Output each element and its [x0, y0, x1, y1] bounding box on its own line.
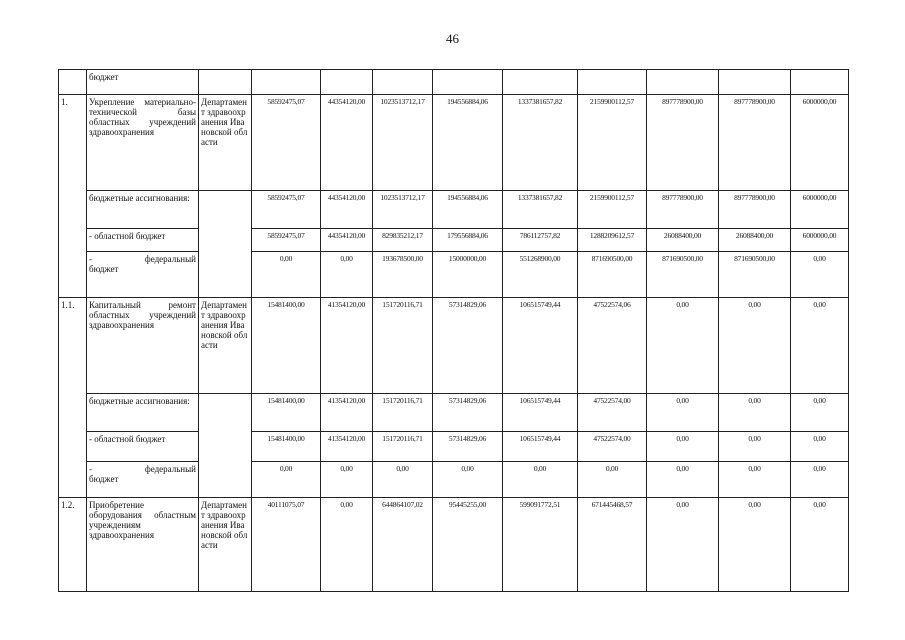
executor [199, 70, 252, 95]
value-cell: 0,00 [647, 298, 719, 394]
value-cell: 0,00 [252, 462, 321, 498]
value-cell: 193678500,00 [373, 252, 433, 298]
executor-empty [199, 191, 252, 298]
value-cell: 26088400,00 [719, 229, 791, 252]
value-cell: 2159900112,57 [578, 95, 647, 191]
row-number: 1.2. [59, 498, 87, 592]
value-cell: 644864107,02 [373, 498, 433, 592]
value-cell: 0,00 [719, 394, 791, 432]
row-number: 1. [59, 95, 87, 298]
value-cell: 15481400,00 [252, 298, 321, 394]
federal-dash: - [89, 254, 92, 264]
value-cell: 871690500,00 [719, 252, 791, 298]
value-cell: 0,00 [647, 498, 719, 592]
row-number: 1.1. [59, 298, 87, 498]
value-cell: 0,00 [321, 462, 373, 498]
value-cell: 897778900,00 [647, 95, 719, 191]
item-name [87, 252, 199, 298]
value-cell [647, 70, 719, 95]
value-cell: 0,00 [719, 298, 791, 394]
value-cell [578, 70, 647, 95]
value-cell: 40111075,07 [252, 498, 321, 592]
value-cell: 0,00 [719, 432, 791, 462]
federal-word: федеральный [144, 254, 196, 264]
budget-table [58, 69, 849, 592]
value-cell: 0,00 [719, 462, 791, 498]
value-cell: 151720116,71 [373, 298, 433, 394]
value-cell: 151720116,71 [373, 432, 433, 462]
value-cell: 41354120,00 [321, 394, 373, 432]
value-cell: 41354120,00 [321, 432, 373, 462]
value-cell: 871690500,00 [647, 252, 719, 298]
item-name: Укрепление материально-технической базы областных учреждений здравоохранения [87, 95, 199, 191]
value-cell: 0,00 [791, 298, 849, 394]
value-cell: 15481400,00 [252, 432, 321, 462]
row-number [59, 70, 87, 95]
value-cell: 106515749,44 [503, 298, 578, 394]
value-cell: 179556884,06 [433, 229, 503, 252]
table-row [59, 229, 849, 252]
value-cell: 897778900,00 [719, 95, 791, 191]
item-name [87, 462, 199, 498]
item-name: Приобретение оборудования областным учреждениям здравоохранения [87, 498, 199, 592]
value-cell: 44354120,00 [321, 95, 373, 191]
value-cell: 57314829,06 [433, 432, 503, 462]
value-cell: 1023513712,17 [373, 95, 433, 191]
value-cell: 551268900,00 [503, 252, 578, 298]
table-row [59, 498, 849, 592]
value-cell: 0,00 [791, 498, 849, 592]
item-name: бюджетные ассигнования: [87, 394, 199, 432]
federal-tail: бюджет [89, 474, 119, 484]
value-cell: 41354120,00 [321, 298, 373, 394]
value-cell: 6000000,00 [791, 229, 849, 252]
value-cell: 47522574,00 [578, 394, 647, 432]
value-cell: 671445468,57 [578, 498, 647, 592]
table-row [59, 462, 849, 498]
value-cell: 106515749,44 [503, 432, 578, 462]
item-name: бюджет [87, 70, 199, 95]
executor: Департамент здравоохранения Ивановской области [199, 95, 252, 191]
executor: Департамент здравоохранения Ивановской области [199, 298, 252, 394]
value-cell: 194556884,06 [433, 191, 503, 229]
value-cell: 0,00 [719, 498, 791, 592]
value-cell [321, 70, 373, 95]
value-cell: 58592475,07 [252, 191, 321, 229]
value-cell: 44354120,00 [321, 191, 373, 229]
value-cell: 0,00 [578, 462, 647, 498]
value-cell: 0,00 [791, 432, 849, 462]
value-cell: 15481400,00 [252, 394, 321, 432]
table-row [59, 252, 849, 298]
table-row [59, 394, 849, 432]
value-cell [252, 70, 321, 95]
value-cell: 44354120,00 [321, 229, 373, 252]
value-cell: 106515749,44 [503, 394, 578, 432]
value-cell: 1337381657,82 [503, 95, 578, 191]
value-cell: 0,00 [791, 462, 849, 498]
item-name: Капитальный ремонт областных учреждений здравоохранения [87, 298, 199, 394]
value-cell: 897778900,00 [647, 191, 719, 229]
table-row [59, 95, 849, 191]
value-cell: 57314829,06 [433, 394, 503, 432]
item-name: - областной бюджет [87, 229, 199, 252]
value-cell: 1023513712,17 [373, 191, 433, 229]
value-cell: 151720116,71 [373, 394, 433, 432]
value-cell: 0,00 [791, 252, 849, 298]
value-cell: 95445255,00 [433, 498, 503, 592]
value-cell [503, 70, 578, 95]
value-cell: 1337381657,82 [503, 191, 578, 229]
value-cell: 58592475,07 [252, 95, 321, 191]
value-cell: 0,00 [647, 462, 719, 498]
federal-tail: бюджет [89, 264, 119, 274]
value-cell: 15000000,00 [433, 252, 503, 298]
value-cell: 599091772,51 [503, 498, 578, 592]
table-row [59, 432, 849, 462]
item-name: бюджетные ассигнования: [87, 191, 199, 229]
table-row [59, 298, 849, 394]
item-name: - областной бюджет [87, 432, 199, 462]
value-cell: 47522574,06 [578, 298, 647, 394]
page-number: 46 [446, 31, 459, 46]
value-cell: 2159900112,57 [578, 191, 647, 229]
value-cell: 0,00 [647, 394, 719, 432]
value-cell: 6000000,00 [791, 95, 849, 191]
value-cell: 0,00 [503, 462, 578, 498]
table-row [59, 70, 849, 95]
value-cell [373, 70, 433, 95]
value-cell: 47522574,00 [578, 432, 647, 462]
value-cell: 0,00 [252, 252, 321, 298]
executor-empty [199, 394, 252, 498]
table-row [59, 191, 849, 229]
value-cell: 26088400,00 [647, 229, 719, 252]
value-cell [791, 70, 849, 95]
value-cell: 0,00 [647, 432, 719, 462]
value-cell: 0,00 [321, 252, 373, 298]
value-cell [433, 70, 503, 95]
value-cell: 0,00 [373, 462, 433, 498]
value-cell: 0,00 [433, 462, 503, 498]
value-cell [719, 70, 791, 95]
value-cell: 829835212,17 [373, 229, 433, 252]
value-cell: 871690500,00 [578, 252, 647, 298]
value-cell: 6000000,00 [791, 191, 849, 229]
value-cell: 0,00 [791, 394, 849, 432]
federal-word: федеральный [144, 464, 196, 474]
value-cell: 897778900,00 [719, 191, 791, 229]
value-cell: 194556884,06 [433, 95, 503, 191]
value-cell: 786112757,82 [503, 229, 578, 252]
value-cell: 57314829,06 [433, 298, 503, 394]
executor: Департамент здравоохранения Ивановской области [199, 498, 252, 592]
federal-dash: - [89, 464, 92, 474]
value-cell: 58592475,07 [252, 229, 321, 252]
value-cell: 0,00 [321, 498, 373, 592]
value-cell: 1288209612,57 [578, 229, 647, 252]
